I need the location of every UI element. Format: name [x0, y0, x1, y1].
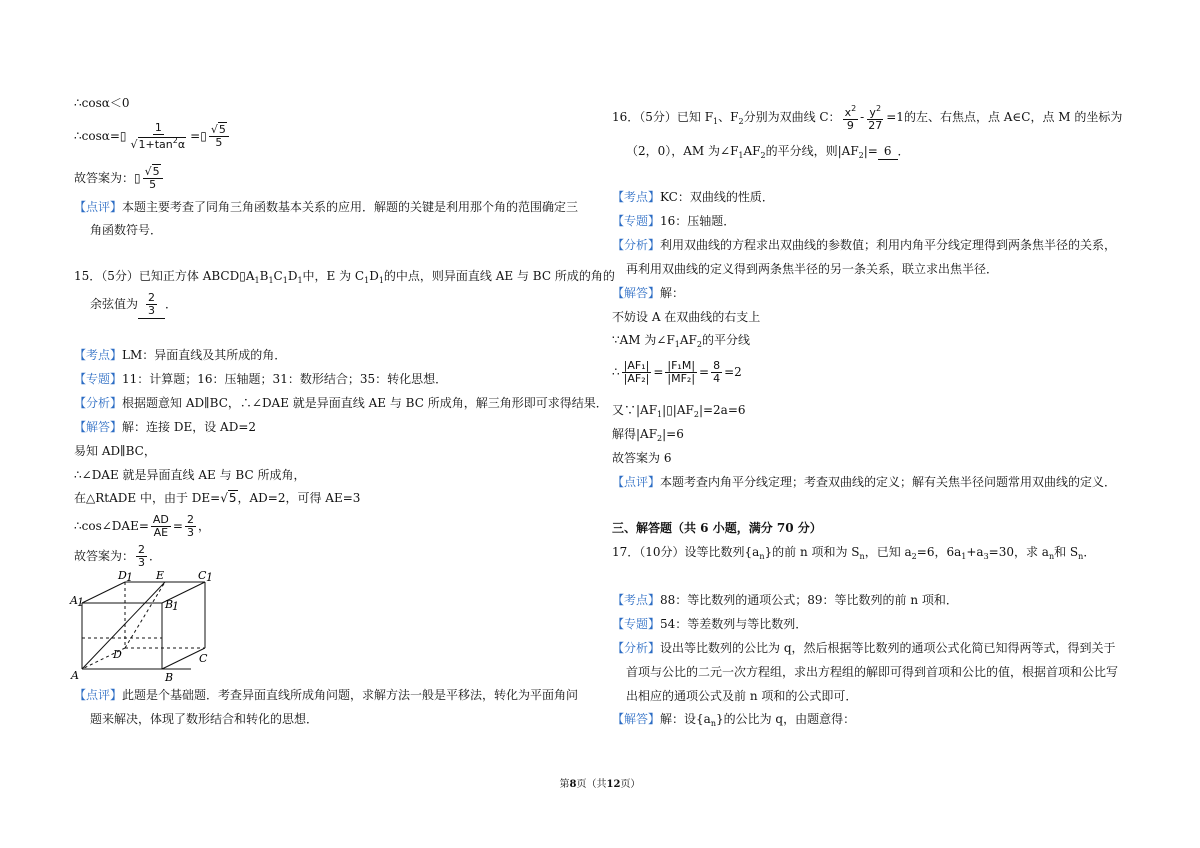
answer-blank-16: 6	[878, 143, 898, 160]
topic-15: 【考点】LM：异面直线及其所成的角．	[74, 348, 287, 362]
subject-16: 【专题】16：压轴题．	[612, 214, 736, 228]
question-15: 15．（5分）已知正方体 $ABCD▯A_1B_1C_1D_1$中，E 为 $C_1D_1$的中点，则异面直线 AE 与 BC 所成的角的	[74, 269, 615, 285]
label-c: C	[199, 652, 208, 665]
step-16-3: ∴ $\frac{\text{|AF₁|}}{\text{|AF₂|}}$ = $\frac{\text{|F₁M|}}{\text{|MF₂|}}$ = $\frac{8}{4}$ =2	[612, 359, 742, 385]
step-16-6: 故答案为 6	[612, 451, 672, 465]
comment-16: 【点评】本题考查内角平分线定理；考查双曲线的定义；解有关焦半径问题常用双曲线的定义．	[612, 475, 1117, 489]
answer-blank: $\frac{2}{3}$	[138, 290, 165, 319]
step-4: ∴cos∠DAE= $\frac{AD}{AE}$ = $\frac{2}{3}$ ，	[74, 513, 210, 539]
analysis-16-cont: 再利用双曲线的定义得到两条焦半径的另一条关系，联立求出焦半径．	[626, 262, 999, 276]
question-15-cont: 余弦值为 $\frac{2}{3}$ ．	[90, 291, 178, 317]
analysis-17-cont-2: 出相应的通项公式及前 n 项和的公式即可．	[626, 689, 858, 703]
analysis-15: 【分析】根据题意知 AD∥BC，∴∠DAE 就是异面直线 AE 与 BC 所成角，解三角形即可求得结果．	[74, 396, 608, 410]
step-16-4: 又$\because|AF_1|▯|AF_2|=2a=6$	[612, 403, 746, 419]
page-total: 12	[606, 779, 621, 790]
line-cos-value: ∴cosα=▯ $\frac{1}{√1+\tan^2\alpha}$ =▯ $\frac{√5}{5}$	[74, 122, 231, 151]
topic-16: 【考点】KC：双曲线的性质．	[612, 190, 774, 204]
step-16-2: ∵AM 为$\angle F_1AF_2$的平分线	[612, 333, 750, 349]
solution-17: 【解答】解：设$\{a_n\}$的公比为 q，由题意得：	[612, 712, 856, 728]
label-a1: A	[70, 594, 78, 607]
comment-1-cont: 角函数符号．	[90, 223, 163, 237]
comment-1: 【点评】本题主要考查了同角三角函数基本关系的应用．解题的关键是利用那个角的范围确定三	[74, 200, 579, 214]
label-d: D	[113, 648, 122, 661]
step-16-5: 解得$|AF_2|=6$	[612, 427, 684, 443]
subject-17: 【专题】54：等差数列与等比数列．	[612, 617, 808, 631]
label-b: B	[165, 671, 174, 684]
page-number: 8	[569, 779, 577, 790]
label-d1: D	[118, 569, 127, 582]
label-e: E	[156, 569, 165, 582]
cube-figure	[68, 566, 218, 684]
analysis-16: 【分析】利用双曲线的方程求出双曲线的参数值；利用内角平分线定理得到两条焦半径的关系，	[612, 238, 1117, 252]
solution-15: 【解答】解：连接 DE，设 AD=2	[74, 420, 257, 434]
section-3-heading: 三、解答题（共 6 小题，满分 70 分）	[612, 521, 822, 535]
step-3: 在△RtADE 中，由于 DE=√5，AD=2，可得 AE=3	[74, 491, 361, 505]
label-c1: C	[198, 569, 207, 582]
step-1: 易知 AD∥BC，	[74, 444, 156, 458]
step-2: ∴∠DAE 就是异面直线 AE 与 BC 所成角，	[74, 468, 306, 482]
label-a: A	[71, 669, 79, 682]
subject-15: 【专题】11：计算题；16：压轴题；31：数形结合；35：转化思想．	[74, 372, 448, 386]
svg-text:1: 1	[77, 596, 84, 609]
svg-text:1: 1	[206, 571, 213, 584]
line-answer-1: 故答案为：▯ $\frac{√5}{5}$	[74, 164, 165, 192]
step-5: 故答案为： $\frac{2}{3}$ ．	[74, 543, 162, 569]
comment-15-cont: 题来解决，体现了数形结合和转化的思想．	[90, 712, 319, 726]
step-16-1: 不妨设 A 在双曲线的右支上	[612, 310, 761, 324]
topic-17: 【考点】88：等比数列的通项公式；89：等比数列的前 n 项和．	[612, 593, 958, 607]
label-b1: B	[165, 598, 174, 611]
question-17: 17．（10分）设等比数列$\{a_n\}$的前 n 项和为 $S_n$，已知 $a_2=6$，$6a_1+a_3=30$，求 $a_n$和 $S_n$．	[612, 545, 1096, 561]
analysis-17: 【分析】设出等比数列的公比为 q，然后根据等比数列的通项公式化简已知得两等式，得到关于	[612, 641, 1116, 655]
svg-text:1: 1	[126, 571, 133, 584]
question-16: 16．（5分）已知 $F_1$、$F_2$分别为双曲线 C： $\frac{x^2}{9}$ - $\frac{y^2}{27}$ =1的左、右焦点，点 A∈C，点 M 的坐标为	[612, 104, 1123, 132]
comment-15: 【点评】此题是个基础题．考查异面直线所成角问题，求解方法一般是平移法，转化为平面角问	[74, 688, 579, 702]
analysis-17-cont-1: 首项与公比的二元一次方程组，求出方程组的解即可得到首项和公比的值，根据首项和公比写	[626, 665, 1119, 679]
solution-16: 【解答】解：	[612, 286, 685, 300]
question-16-cont: （2，0），AM 为$\angle F_1AF_2$的平分线，则$|AF_2|= 6$ ．	[626, 144, 910, 160]
svg-text:1: 1	[172, 600, 179, 613]
page-footer: 第8页（共12页）	[559, 779, 641, 790]
line-cos-negative: ∴cosα＜0	[74, 96, 130, 110]
